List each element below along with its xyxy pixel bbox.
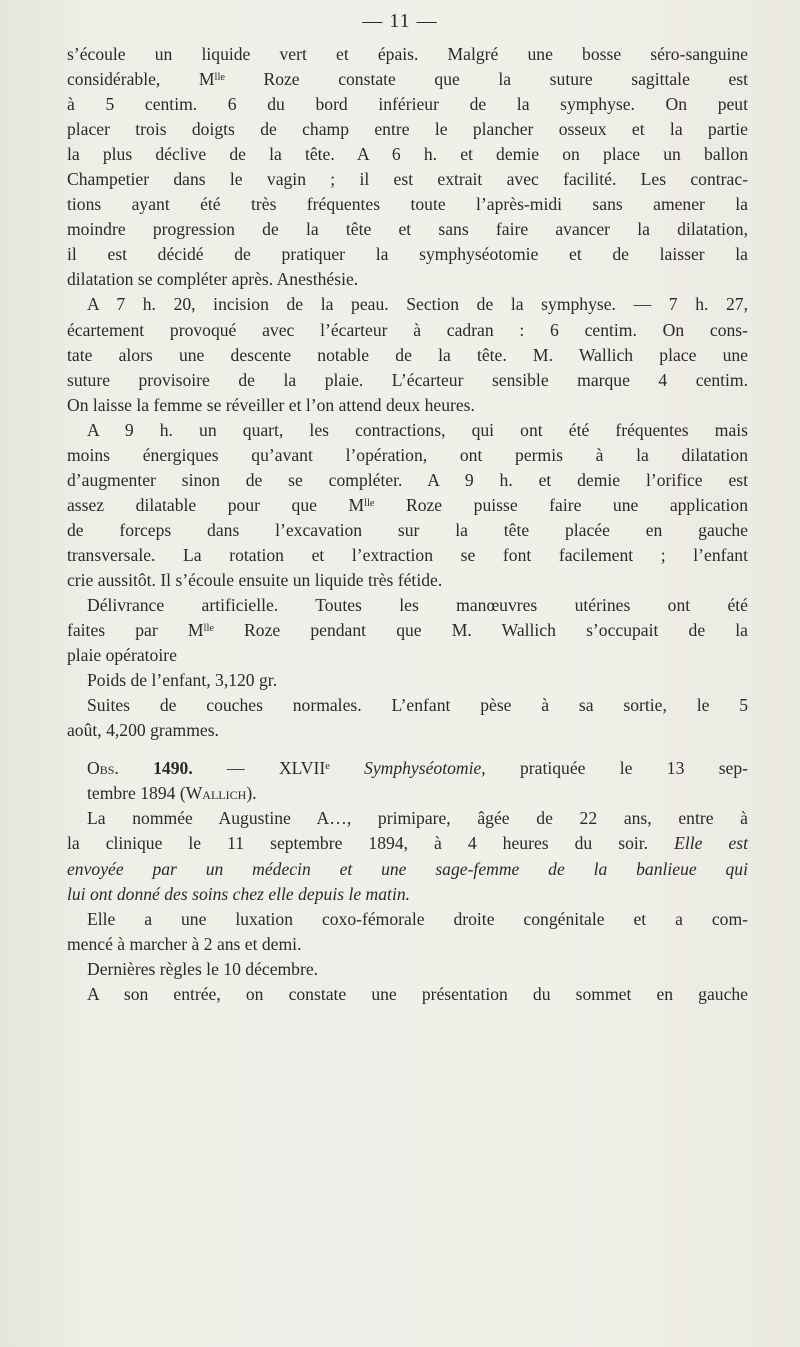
text-line: faites par Mˡˡᵉ Roze pendant que M. Wallich s’occupait de la [67,620,748,641]
text-line: s’écoule un liquide vert et épais. Malgré une bosse séro-sanguine [67,44,748,64]
obs-number: 1490. [153,758,193,779]
obs-label: Obs. [87,758,119,779]
text-line: crie aussitôt. Il s’écoule ensuite un liquide très fétide. [67,569,443,590]
text-line: août, 4,200 grammes. [67,720,219,741]
paragraph-10 [67,982,748,1007]
text-line: Poids de l’enfant, 3,120 gr. [87,670,278,691]
text-line: A 7 h. 20, incision de la peau. Section de la symphyse. — 7 h. 27, [87,294,748,315]
paragraph-7 [67,806,748,906]
paragraph-4 [67,593,748,668]
text-line: suture provisoire de la plaie. L’écarteur sensible marque 4 centim. [67,369,748,390]
obs-author: Wallich [185,783,247,804]
text-line: moindre progression de la tête et sans faire avancer la dilatation, [67,219,748,240]
text-line: dilatation se compléter après. Anesthésie. [67,269,359,290]
text-line: Suites de couches normales. L’enfant pèse à sa sortie, le 5 [87,695,748,716]
text-line: considérable, Mˡˡᵉ Roze constate que la suture sagittale est [67,69,748,90]
text-line: de forceps dans l’excavation sur la tête placée en gauche [67,519,748,540]
obs-title: Symphyséotomie, [364,758,486,779]
page-number: — 11 — [362,10,438,32]
text-line: il est décidé de pratiquer la symphyséotomie et de laisser la [67,244,748,265]
text-line: A 9 h. un quart, les contractions, qui ont été fréquentes mais [87,419,748,440]
text-line: transversale. La rotation et l’extraction se font facilement ; l’enfant [67,544,748,565]
text-line: lui ont donné des soins chez elle depuis le matin. [67,883,411,904]
text-line: tions ayant été très fréquentes toute l’après-midi sans amener la [67,194,748,215]
text-span: la clinique le 11 septembre 1894, à 4 heures du soir. [67,833,649,854]
obs-rest: pratiquée le 13 sep- [485,758,749,779]
text-line: moins énergiques qu’avant l’opération, ont permis à la dilatation [67,444,748,465]
text-line: la plus déclive de la tête. A 6 h. et demie on place un ballon [67,144,748,165]
paragraph-5 [67,668,748,693]
text-line: tate alors une descente notable de la tête. M. Wallich place une [67,344,748,365]
text-line: Délivrance artificielle. Toutes les manœuvres utérines ont été [87,595,748,616]
paragraph-3 [67,418,748,593]
paragraph-9 [67,957,748,982]
text-line: placer trois doigts de champ entre le plancher osseux et la partie [67,119,748,140]
paragraph-2 [67,292,748,417]
text-line: Dernières règles le 10 décembre. [87,958,319,979]
text-line: A son entrée, on constate une présentation du sommet en gauche [87,983,748,1004]
italic-span: Elle est [648,833,748,854]
text-line: à 5 centim. 6 du bord inférieur de la symphyse. On peut [67,94,748,115]
text-line: envoyée par un médecin et une sage-femme de la banlieue qui [67,858,748,879]
text-line: d’augmenter sinon de se compléter. A 9 h. et demie l’orifice est [67,469,748,490]
text-line: plaie opératoire [67,645,177,666]
page-body [67,42,748,1007]
text-line [67,781,748,806]
text-line: La nommée Augustine A…, primipare, âgée de 22 ans, entre à [87,808,748,829]
paragraph-6 [67,693,748,743]
text-line: Elle a une luxation coxo-fémorale droite congénitale et a com- [87,908,748,929]
text-line [67,831,748,856]
observation-heading [67,756,748,806]
text-line: On laisse la femme se réveiller et l’on attend deux heures. [67,394,475,415]
paragraph-8 [67,907,748,957]
obs-dash: — XLVIIᵉ [192,758,365,779]
text-line: Champetier dans le vagin ; il est extrait avec facilité. Les contrac- [67,169,748,190]
obs-close: ). [246,783,257,804]
text-line [67,756,748,781]
obs-date: tembre 1894 ( [87,783,186,804]
text-line: écartement provoqué avec l’écarteur à cadran : 6 centim. On cons- [67,319,748,340]
text-line: assez dilatable pour que Mˡˡᵉ Roze puisse faire une application [67,494,748,515]
paragraph-1 [67,42,748,292]
text-line: mencé à marcher à 2 ans et demi. [67,933,302,954]
